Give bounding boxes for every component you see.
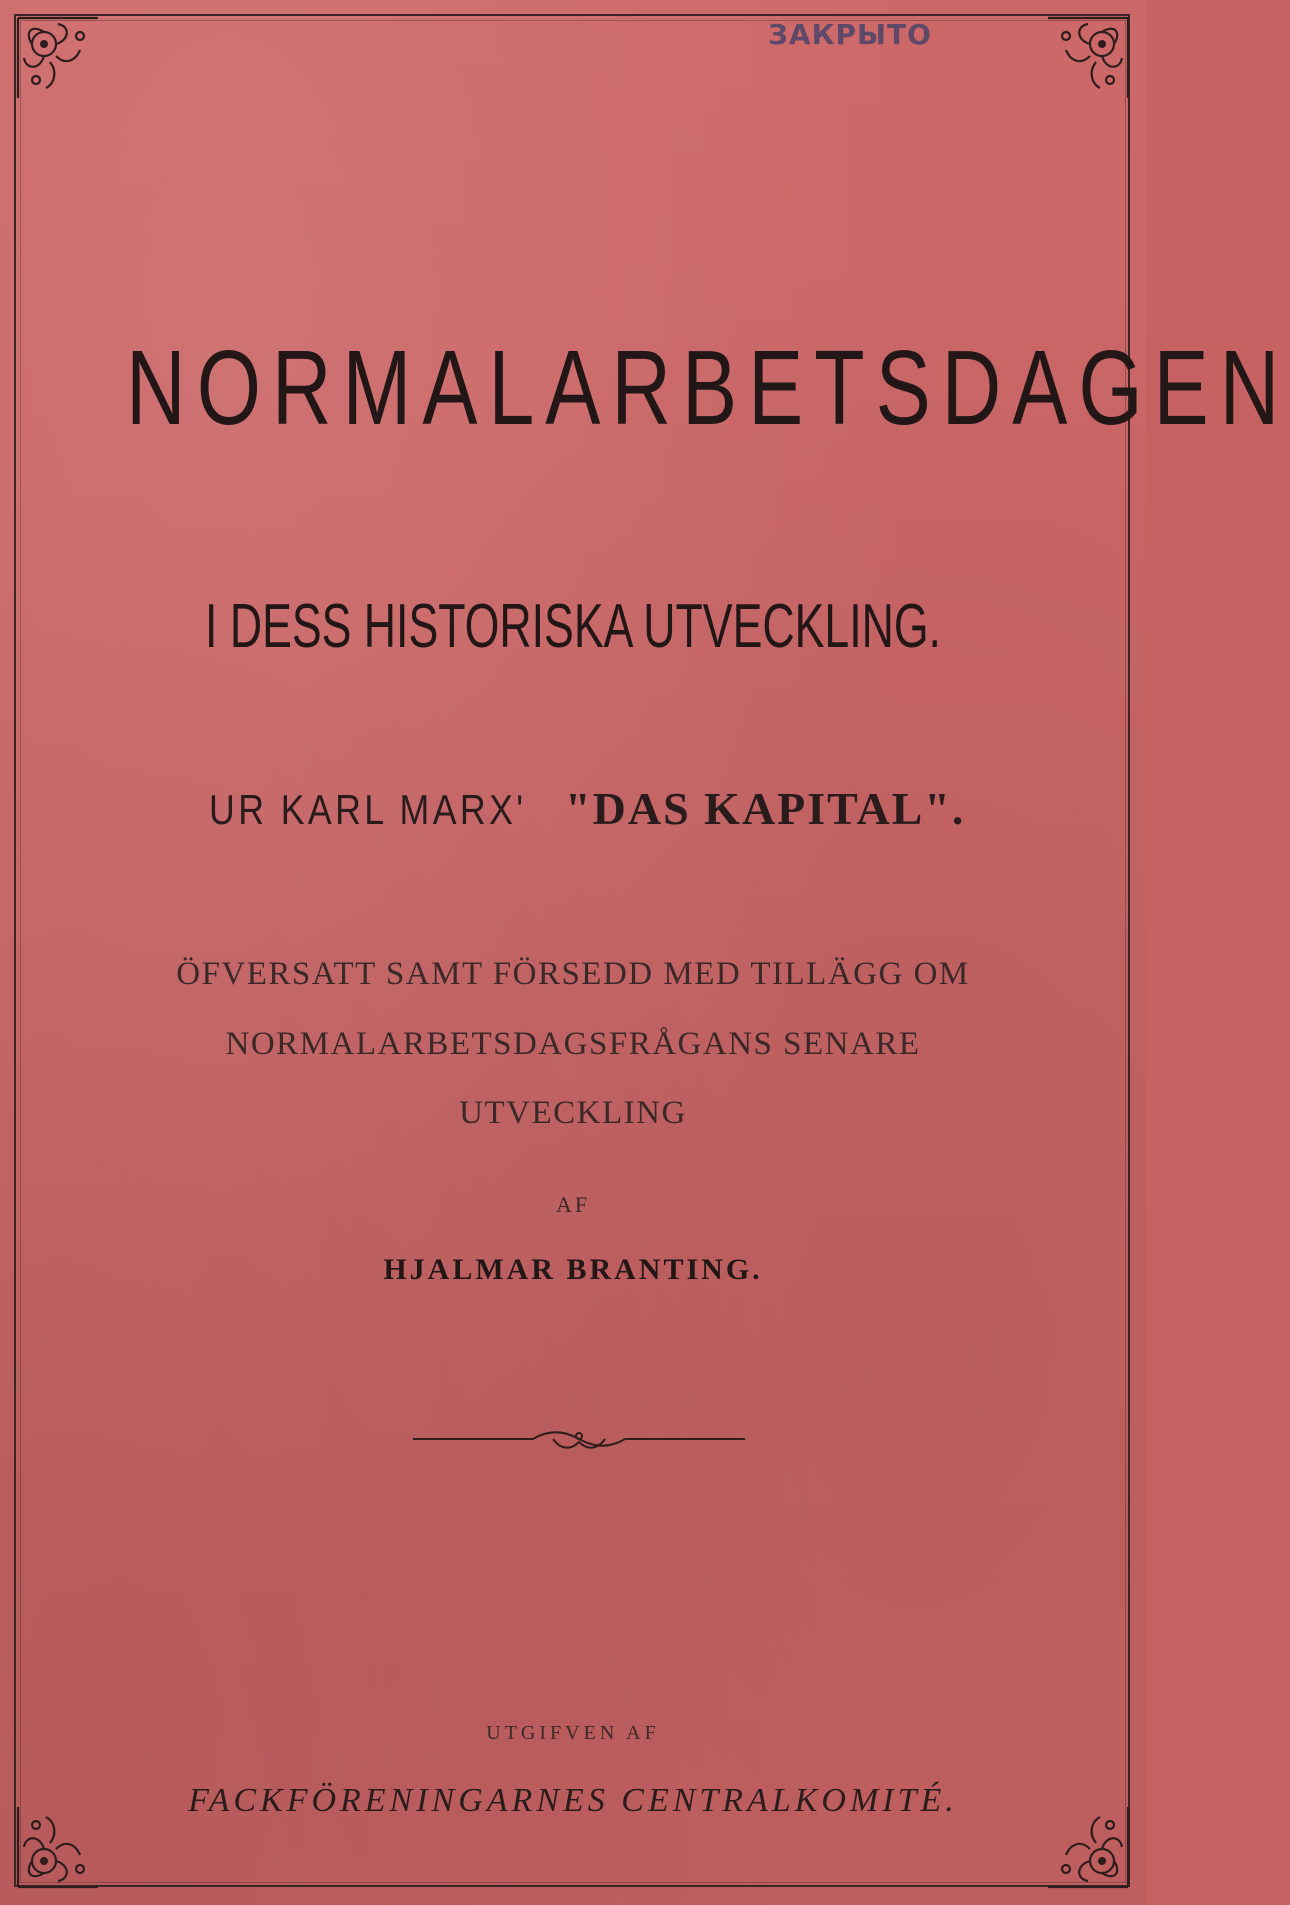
source-book-title: "DAS KAPITAL". [565, 783, 966, 834]
publisher-name: FACKFÖRENINGARNES CENTRALKOMITÉ. [188, 1782, 958, 1819]
inner-border-frame [20, 20, 1290, 1883]
library-stamp: ЗАКРЫТО [768, 18, 932, 51]
ornamental-rule-icon [413, 1424, 745, 1454]
publisher-label: UTGIFVEN AF [486, 1722, 660, 1744]
description-line: ÖFVERSATT SAMT FÖRSEDD MED TILLÄGG OM [176, 956, 970, 992]
by-label: AF [555, 1192, 591, 1217]
floral-corner-ornament-icon [10, 10, 106, 106]
description-line: UTVECKLING [459, 1095, 687, 1131]
source-line [0, 783, 1146, 834]
floral-corner-ornament-icon [1040, 10, 1136, 106]
book-subtitle: I DESS HISTORISKA UTVECKLING. [205, 592, 941, 661]
author-name: HJALMAR BRANTING. [383, 1253, 763, 1286]
source-prefix: UR KARL MARX' [208, 786, 527, 833]
book-title: NORMALARBETSDAGEN [126, 329, 1290, 447]
description-line: NORMALARBETSDAGSFRÅGANS SENARE [225, 1026, 921, 1062]
